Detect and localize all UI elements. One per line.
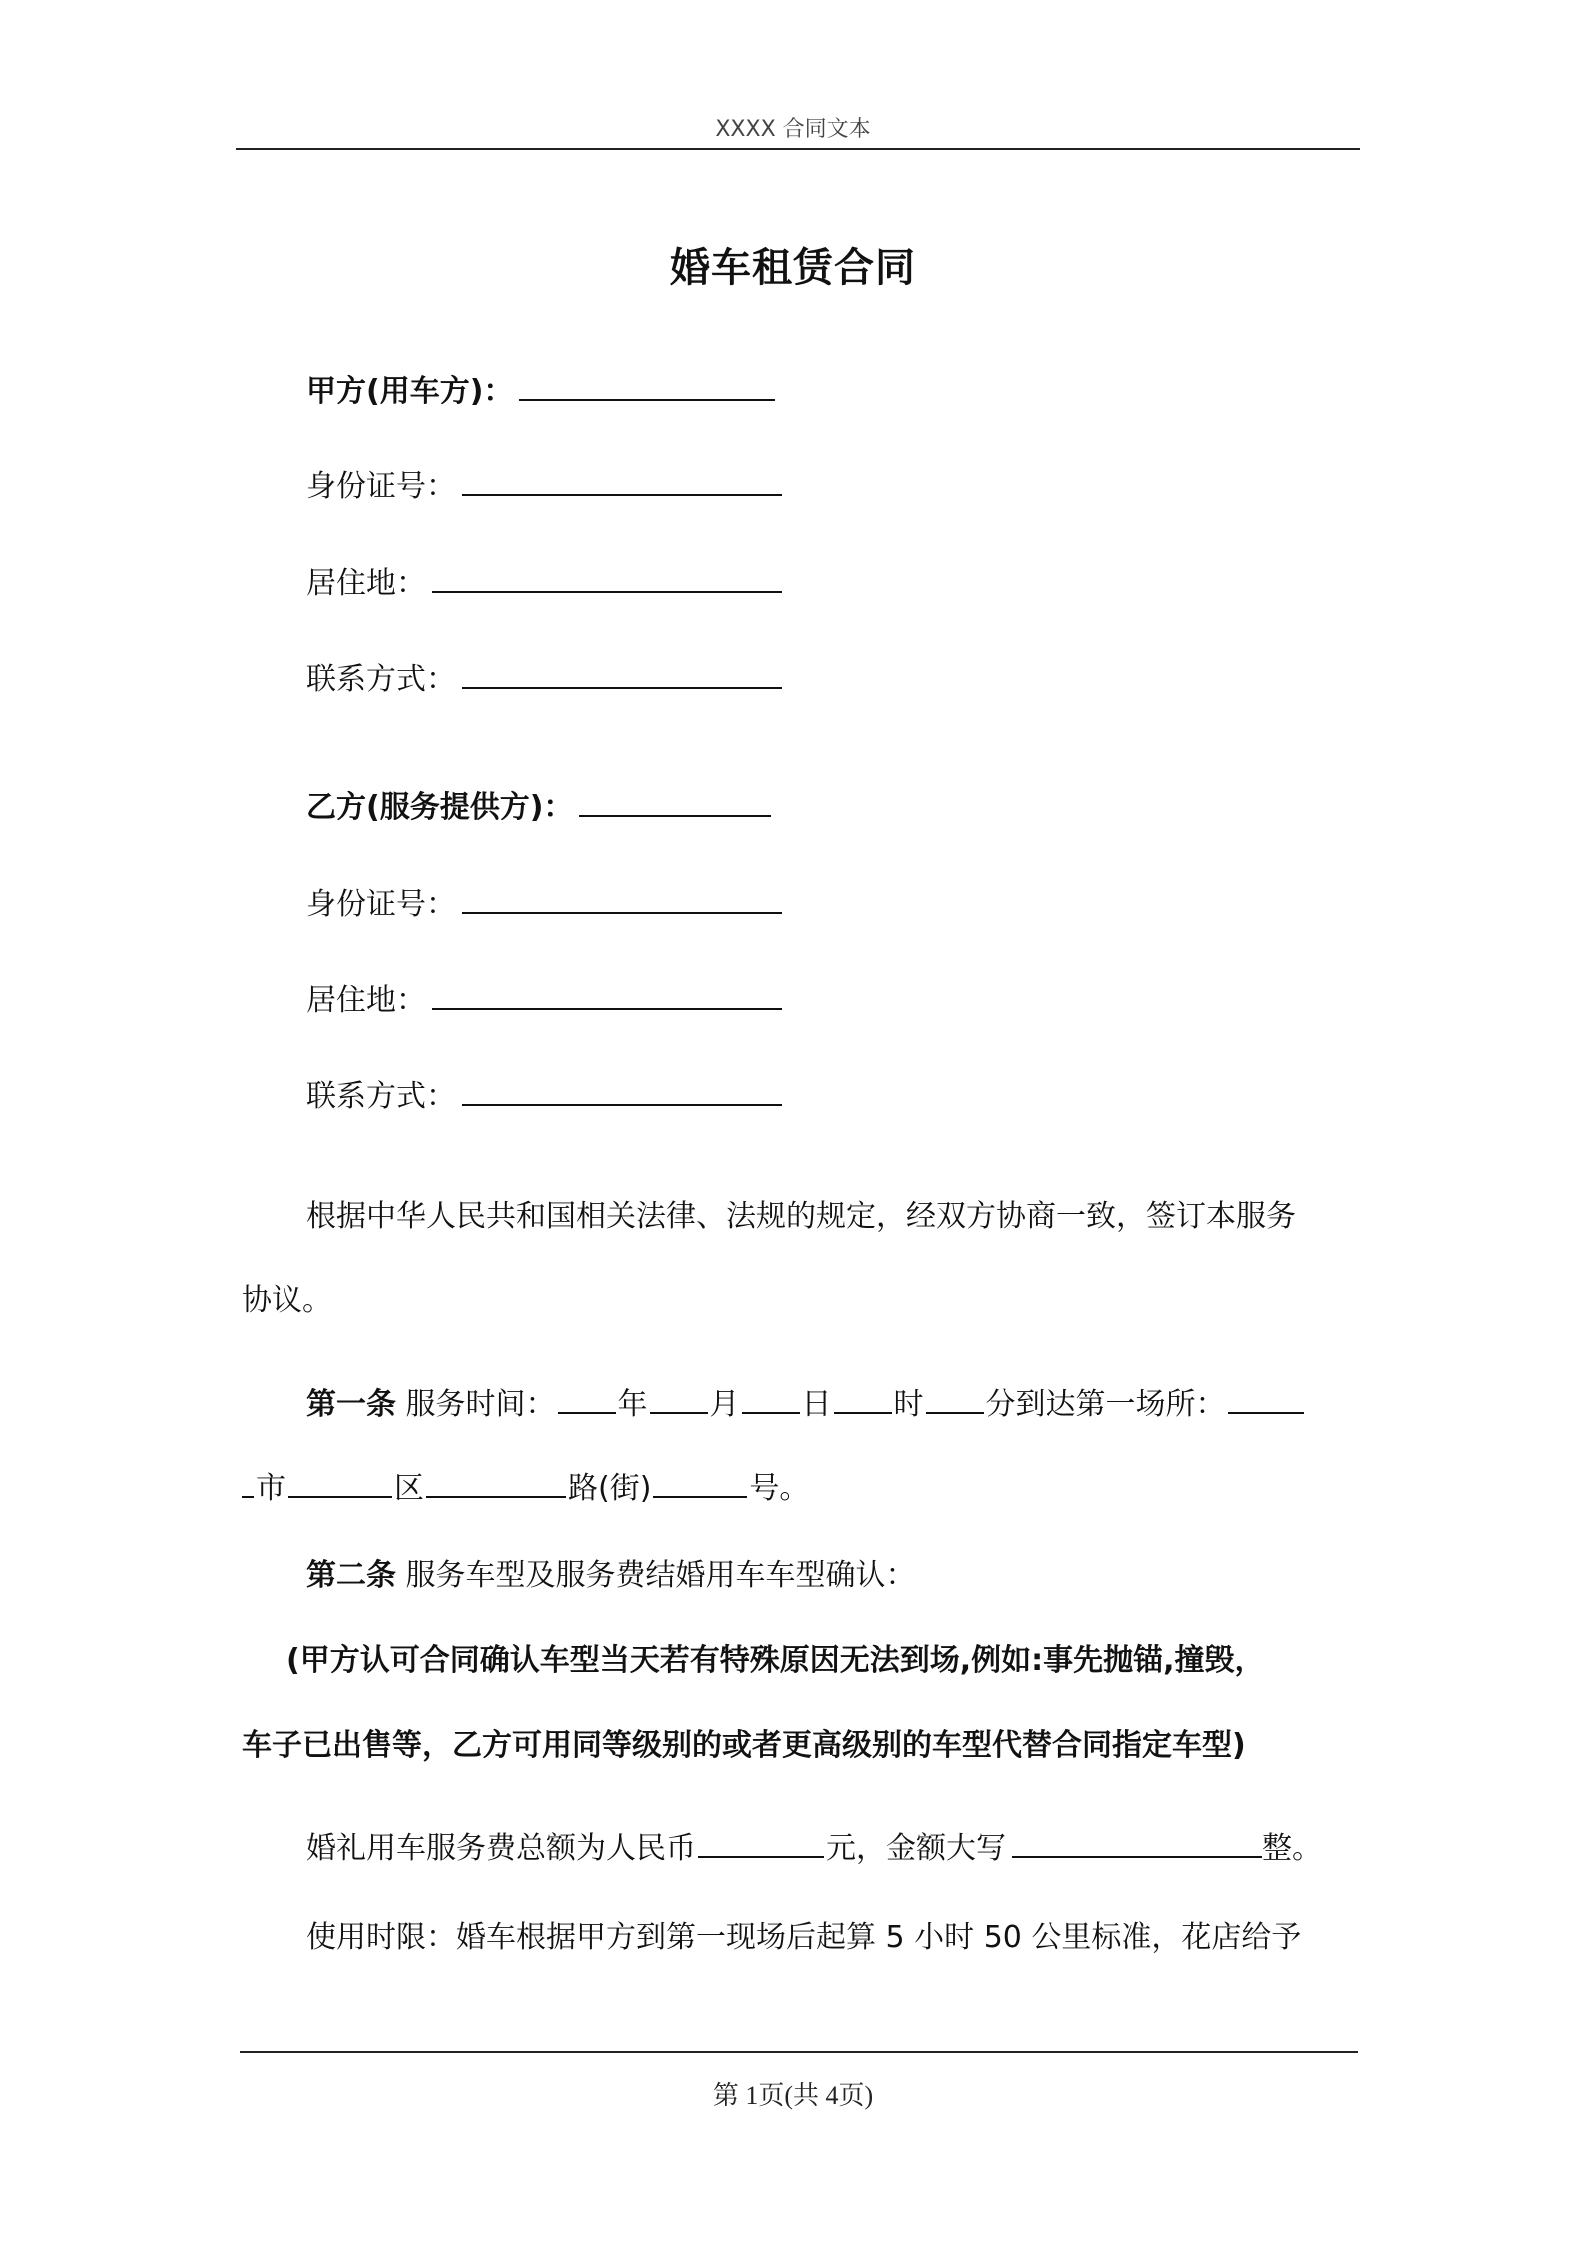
- fee-words-field: [1012, 1822, 1262, 1858]
- party-a-id-field: [462, 460, 782, 496]
- document-title: 婚车租赁合同: [670, 245, 916, 291]
- header-rule: [236, 148, 1360, 150]
- party-a-address-label: 居住地：: [306, 566, 426, 601]
- party-b-address-label: 居住地：: [306, 983, 426, 1018]
- party-b-id-field: [462, 878, 782, 914]
- road-label: 路(街): [568, 1471, 652, 1506]
- article-2-fee-line: [306, 1822, 1322, 1869]
- fee-prefix: 婚礼用车服务费总额为人民币: [306, 1831, 696, 1866]
- day-field: [742, 1378, 800, 1414]
- article-1-line-1: [306, 1378, 1306, 1425]
- venue-field: [1228, 1378, 1304, 1414]
- number-label: 号。: [749, 1471, 810, 1506]
- district-field: [288, 1462, 392, 1498]
- page-header: XXXX 合同文本: [715, 117, 871, 142]
- party-a-name-field: [519, 365, 775, 401]
- party-b-name-field: [579, 781, 771, 817]
- party-a-id-label: 身份证号：: [306, 469, 456, 504]
- article-2-term-line: 使用时限：婚车根据甲方到第一现场后起算 5 小时 50 公里标准，花店给予: [306, 1920, 1302, 1955]
- minute-field: [926, 1378, 984, 1414]
- party-b-contact-field: [462, 1070, 782, 1106]
- party-b-address-field: [432, 974, 782, 1010]
- fee-mid: 元，金额大写: [826, 1831, 1006, 1866]
- day-label: 日: [801, 1387, 832, 1422]
- year-label: 年: [617, 1387, 648, 1422]
- month-label: 月: [709, 1387, 740, 1422]
- party-b-id-line: [306, 878, 782, 925]
- party-b-id-label: 身份证号：: [306, 887, 456, 922]
- fee-amount-field: [698, 1822, 824, 1858]
- party-b-heading-line: [306, 781, 771, 828]
- page-footer: 第 1页(共 4页): [712, 2081, 874, 2110]
- article-2-line-1: [306, 1556, 916, 1596]
- fee-suffix: 整。: [1262, 1831, 1322, 1866]
- party-a-address-field: [432, 557, 782, 593]
- year-field: [558, 1378, 616, 1414]
- party-a-heading: 甲方(用车方)：: [306, 374, 514, 409]
- hour-field: [834, 1378, 892, 1414]
- article-2-title: 服务车型及服务费结婚用车车型确认：: [405, 1558, 916, 1593]
- hour-label: 时: [893, 1387, 924, 1422]
- article-2-note-line-2: 车子已出售等，乙方可用同等级别的或者更高级别的车型代替合同指定车型): [242, 1728, 1246, 1763]
- preamble-line-1: 根据中华人民共和国相关法律、法规的规定，经双方协商一致，签订本服务: [306, 1199, 1296, 1234]
- party-b-address-line: [306, 974, 782, 1021]
- footer-rule: [240, 2051, 1358, 2053]
- city-field: [242, 1462, 254, 1498]
- district-label: 区: [394, 1471, 424, 1506]
- article-1-line-2: [242, 1462, 809, 1509]
- party-a-id-line: [306, 460, 782, 507]
- article-2-note-line-1: (甲方认可合同确认车型当天若有特殊原因无法到场,例如:事先抛锚,撞毁，: [286, 1643, 1265, 1678]
- number-field: [653, 1462, 747, 1498]
- article-1-title: 服务时间：: [405, 1387, 556, 1422]
- city-label: 市: [256, 1471, 286, 1506]
- party-a-contact-line: [306, 653, 782, 700]
- road-field: [426, 1462, 566, 1498]
- preamble-line-2: 协议。: [242, 1283, 332, 1318]
- party-a-address-line: [306, 557, 782, 604]
- party-b-contact-label: 联系方式：: [306, 1079, 456, 1114]
- month-field: [650, 1378, 708, 1414]
- party-b-contact-line: [306, 1070, 782, 1117]
- party-b-heading: 乙方(服务提供方)：: [306, 790, 574, 825]
- article-2-label: 第二条: [306, 1558, 396, 1593]
- minute-arrive-label: 分到达第一场所：: [985, 1387, 1226, 1422]
- party-a-contact-field: [462, 653, 782, 689]
- party-a-heading-line: [306, 365, 775, 412]
- article-1-label: 第一条: [306, 1387, 396, 1422]
- party-a-contact-label: 联系方式：: [306, 662, 456, 697]
